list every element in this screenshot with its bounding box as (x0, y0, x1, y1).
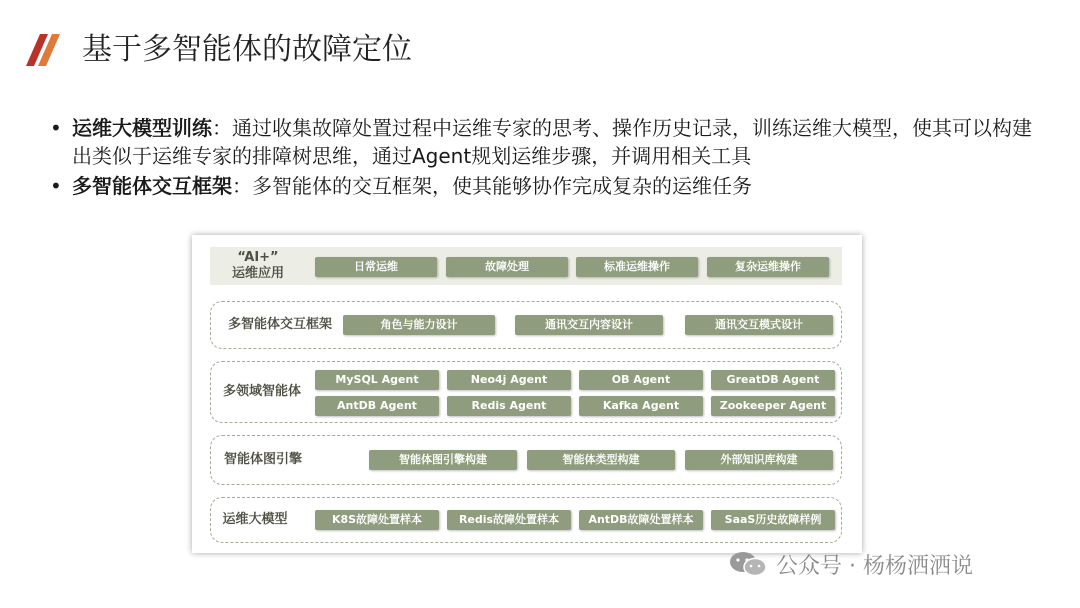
bullet-item (50, 172, 1050, 200)
bullet-dot: • (50, 116, 62, 140)
chip: Zookeeper Agent (711, 396, 835, 416)
chip: GreatDB Agent (711, 370, 835, 390)
bullet-item (50, 114, 1050, 170)
chip: Neo4j Agent (447, 370, 571, 390)
chip: 智能体图引擎构建 (369, 450, 517, 470)
layer-graph-engine (210, 435, 842, 485)
chip: 复杂运维操作 (707, 257, 829, 277)
chip: AntDB故障处置样本 (579, 510, 703, 530)
chip: 故障处理 (446, 257, 568, 277)
chip: 角色与能力设计 (343, 315, 495, 335)
chip: OB Agent (579, 370, 703, 390)
layer-label: 多领域智能体 (222, 384, 301, 399)
layer-label: 多智能体交互框架 (227, 317, 332, 332)
layer-ai-apps (210, 247, 842, 285)
chip: 外部知识库构建 (685, 450, 833, 470)
chip: 智能体类型构建 (527, 450, 675, 470)
bullet-bold-term: 运维大模型训练 (72, 116, 212, 140)
watermark (728, 546, 973, 582)
slide-title: 基于多智能体的故障定位 (82, 32, 412, 67)
wechat-icon (728, 549, 768, 579)
bullet-text: ：通过收集故障处置过程中运维专家的思考、操作历史记录，训练运维大模型，使其可以构建出类似于运维专家的排障树思维，通过Agent规划运维步骤，并调用相关工具 (72, 116, 1032, 168)
bullet-bold-term: 多智能体交互框架 (72, 174, 232, 198)
bullet-list (50, 114, 1050, 202)
layer-label: 运维大模型 (222, 512, 288, 527)
bullet-dot: • (50, 174, 62, 198)
chip: SaaS历史故障样例 (711, 510, 835, 530)
chip: 日常运维 (315, 257, 437, 277)
chip: 标准运维操作 (576, 257, 698, 277)
layer-label: “AI+” 运维应用 (231, 250, 284, 281)
chip: Kafka Agent (579, 396, 703, 416)
chip: 通讯交互内容设计 (515, 315, 663, 335)
chip: K8S故障处置样本 (315, 510, 439, 530)
chip: 通讯交互模式设计 (685, 315, 833, 335)
watermark-text: 公众号 · 杨杨洒洒说 (776, 553, 973, 579)
chip: AntDB Agent (315, 396, 439, 416)
chip: MySQL Agent (315, 370, 439, 390)
bullet-text: ：多智能体的交互框架，使其能够协作完成复杂的运维任务 (232, 174, 752, 198)
layer-domain-agents (210, 361, 842, 423)
layer-ops-llm (210, 497, 842, 543)
slide-logo-icon (26, 30, 66, 70)
architecture-diagram (192, 235, 862, 553)
layer-label: 智能体图引擎 (223, 452, 302, 467)
chip: Redis Agent (447, 396, 571, 416)
chip: Redis故障处置样本 (447, 510, 571, 530)
layer-interaction-framework (210, 301, 842, 349)
